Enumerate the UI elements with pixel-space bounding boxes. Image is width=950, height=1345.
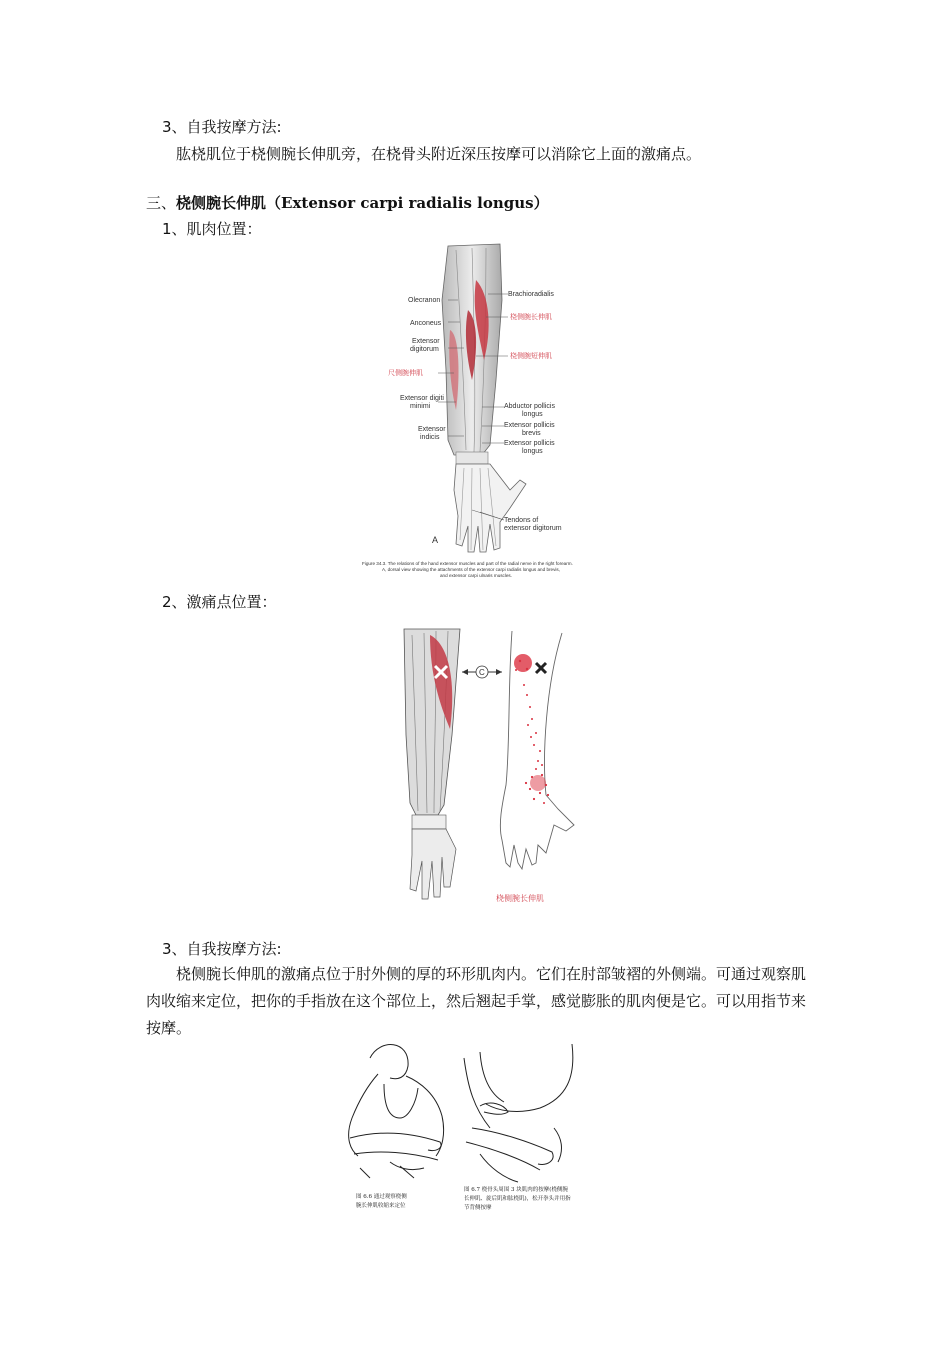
label-epl-2: longus bbox=[522, 448, 543, 455]
label-ecrb: 桡侧腕短伸肌 bbox=[510, 353, 552, 360]
label-epl-1: Extensor pollicis bbox=[504, 440, 555, 447]
label-olecranon: Olecranon bbox=[408, 297, 441, 304]
distance-label: C bbox=[479, 668, 485, 677]
caption-6-7-line3: 节背侧按摩 bbox=[464, 1205, 492, 1211]
section-number: 三、 bbox=[146, 194, 177, 212]
massage-text-1: 肱桡肌位于桡侧腕长伸肌旁，在桡骨头附近深压按摩可以消除它上面的激痛点。 bbox=[176, 145, 702, 163]
label-apl-2: longus bbox=[522, 411, 543, 418]
hand-shape bbox=[454, 464, 526, 552]
label-brachioradialis: Brachioradialis bbox=[508, 291, 554, 298]
figure1-caption-1: Figure 34.3. The relations of the hand extensor muscles and part of the radial nerve in the right forearm. bbox=[362, 561, 573, 566]
figure-67-drawing bbox=[464, 1044, 573, 1182]
section-heading bbox=[146, 194, 549, 212]
caption-6-6-line2: 腕长伸肌收缩来定位 bbox=[356, 1203, 406, 1209]
label-epb-1: Extensor pollicis bbox=[504, 422, 555, 429]
label-anconeus: Anconeus bbox=[410, 320, 442, 327]
label-apl-1: Abductor pollicis bbox=[504, 403, 555, 410]
trigger-muscle-label: 桡侧腕长伸肌 bbox=[496, 894, 544, 903]
figure1-caption-2: A, dorsal view showing the attachments of the extensor carpi radialis longus and brevis, bbox=[382, 567, 560, 572]
caption-6-7-line2: 长伸肌、旋后肌和肱桡肌)，松开拳头并用指 bbox=[464, 1196, 571, 1202]
label-ecrl: 桡侧腕长伸肌 bbox=[510, 314, 552, 321]
trigger-point-figure bbox=[390, 625, 590, 915]
section-title: 桡侧腕长伸肌 bbox=[176, 194, 267, 212]
trigger-point-heading: 2、激痛点位置： bbox=[162, 593, 277, 611]
forearm-anatomy-figure bbox=[360, 240, 610, 580]
massage-heading-2: 3、自我按摩方法: bbox=[162, 940, 282, 958]
label-extensor-digitorum-2: digitorum bbox=[410, 346, 439, 353]
massage-heading-1: 3、自我按摩方法: bbox=[162, 118, 282, 136]
label-edm-2: minimi bbox=[410, 403, 431, 410]
panel-letter: A bbox=[432, 535, 439, 545]
label-extensor-digitorum-1: Extensor bbox=[412, 338, 440, 345]
label-indicis-2: indicis bbox=[420, 434, 440, 441]
caption-6-7-line1: 图 6.7 桡骨头周围 3 块肌肉的按摩(桡侧腕 bbox=[464, 1187, 568, 1193]
label-indicis-1: Extensor bbox=[418, 426, 446, 433]
label-edm-1: Extensor digiti bbox=[400, 395, 444, 402]
section-title-latin: （Extensor carpi radialis longus） bbox=[266, 194, 549, 212]
label-tendons-2: extensor digitorum bbox=[504, 525, 562, 532]
label-tendons-1: Tendons of bbox=[504, 517, 539, 524]
figure-66-drawing bbox=[349, 1045, 444, 1178]
muscle-position-heading: 1、肌肉位置： bbox=[162, 220, 262, 238]
massage-text-2: 桡侧腕长伸肌的激痛点位于肘外侧的厚的环形肌肉内。它们在肘部皱褶的外侧端。可通过观察肌肉收缩来定位，把你的手指放在这个部位上，然后翘起手掌，感觉膨胀的肌肉便是它。可以用指节来按摩。 bbox=[146, 965, 807, 1037]
caption-6-6-line1: 图 6.6 通过观察桡侧 bbox=[356, 1194, 407, 1200]
massage-figure bbox=[340, 1038, 610, 1213]
figure1-caption-3: and extensor carpi ulnaris muscles. bbox=[440, 573, 513, 578]
referred-pain-arm bbox=[500, 631, 574, 869]
label-ecu: 尺侧腕伸肌 bbox=[388, 370, 423, 377]
label-epb-2: brevis bbox=[522, 430, 541, 437]
